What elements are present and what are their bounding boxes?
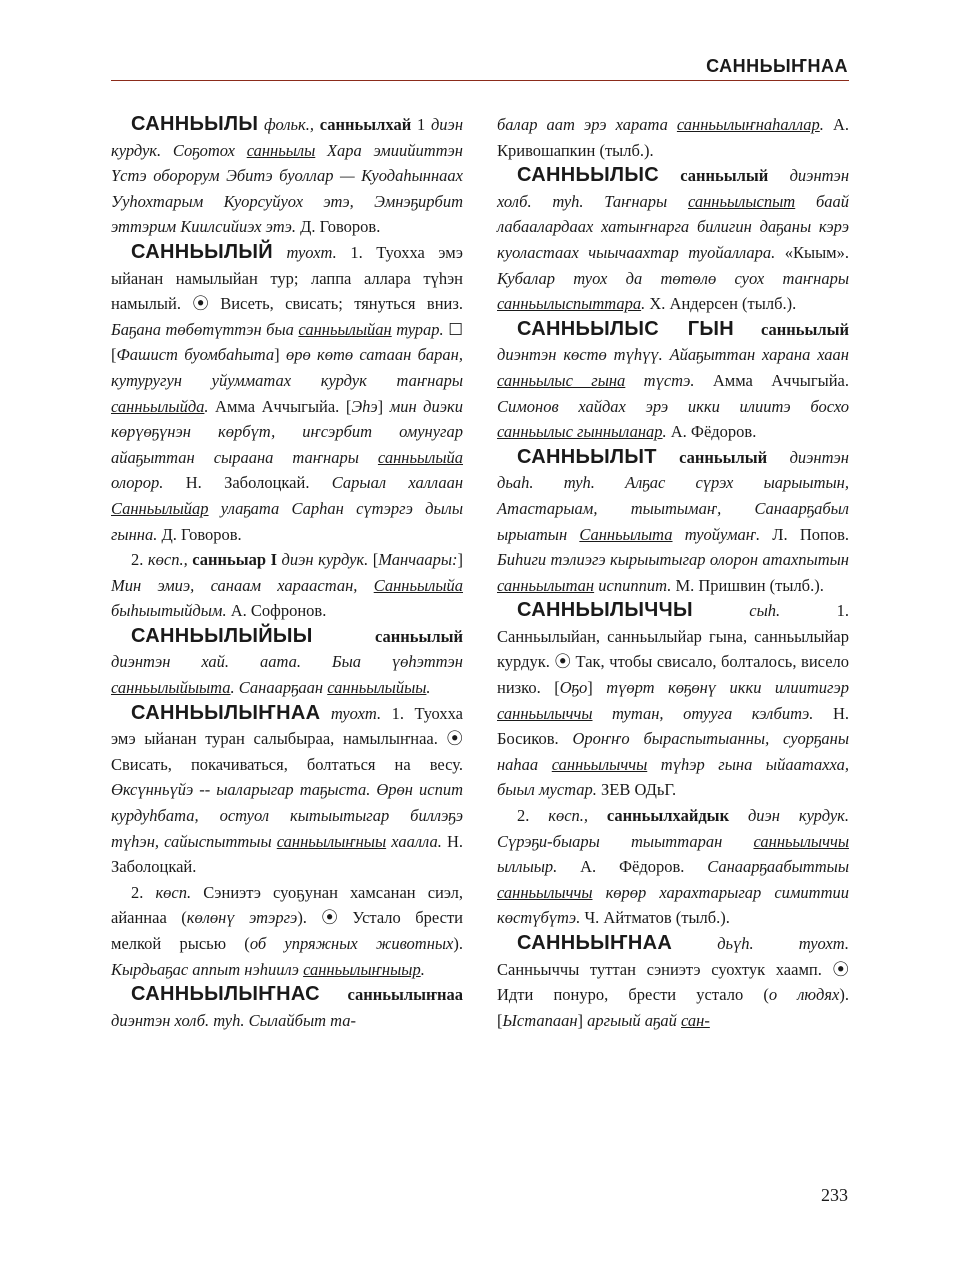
dictionary-entry: 2. көсп. Сэниэтэ суоҕунан хамсанан сиэл, айаннаа (көлөнү этэргэ). ⦿ Устало брести мелкой рысью (об упряжных животных). Кырдьаҕас аппыт нэһиилэ санньылыҥныыр.	[111, 882, 464, 979]
dictionary-entry: САННЬЫЛЫЧЧЫ сыһ. 1. Санньылыйан, санньылыйар гына, санньылыйар курдук. ⦿ Так, чтобы свисало, болталось, висело низко. [Оҕо] түөрт көҕөнү икки илиитигэр санньылыччы тутан, отуугa кэлбитэ. Н. Босиков. Ороҥҥо быраспытыанны, суорҕаны наһаа санньылыччы түһэр гына ыйаатахха, быыл мустар. ЗЕВ ОДьГ.	[497, 599, 850, 800]
dictionary-entry: САННЬЫҤНАА дьүһ. туохт. Санньыччы туттан сэниэтэ суохтук хаамп. ⦿ Идти понуро, брести устало (о людях). [Ыстапаан] аргыый аҕай сан-	[497, 932, 850, 1030]
dictionary-entry: 2. көсп., санньыар I диэн курдук. [Манчаары:] Мин эмиэ, санаам хараастан, Санньылыйа быһыытыйдым. А. Софронов.	[111, 550, 464, 621]
left-column	[111, 112, 463, 1033]
dictionary-entry: САННЬЫЛЫЙ туохт. 1. Туохха эмэ ыйанан намылыйан тур; лаппа аллара түһэн намылый. ⦿ Висеть, свисать; тянуться вниз. Баҕана төбөтүттэн быа санньылыйан турар. ☐ [Фашист буомбаһыта] өрө көтө сатаан баран, кутуругун уйумматах курдук таҥнары санньылыйда. Амма Аччыгыйа. [Эһэ] мин диэки көрүөҕүнэн көрбүт, иҥсэрбит омунугар айаҕыттан сыраана таҥнары санньылыйа олорор. Н. Заболоцкай. Сарыал халлаан Санньылыйар улаҕата Сарһан сүтэргэ дылы гынна. Д. Говоров.	[111, 240, 464, 544]
dictionary-entry: САННЬЫЛЫТ санньылый диэнтэн дьаһ. туһ. Алҕас сүрэх ыарыытын, Атастарыам, тыытымаҥ, Санаарҕабыл ырыатын Санньылыта туойумаҥ. Л. Попов. Биһиги тэлиэгэ кырыытыгар олорон атахпытын санньылытан испиппит. М. Пришвин (тылб.).	[497, 445, 849, 595]
right-column	[497, 112, 849, 1033]
dictionary-entry: САННЬЫЛЫЙЫЫ санньылый диэнтэн хай. аата. Быа үөһэттэн санньылыйыыта. Санаарҕаан санньылыйыы.	[111, 624, 463, 698]
dictionary-entry-continuation: балар аат эрэ харата санньылыҥнаһаллар. А. Кривошапкин (тылб.).	[497, 115, 850, 160]
header-rule	[111, 80, 849, 81]
dictionary-entry: САННЬЫЛЫС ГЫН санньылый диэнтэн көстө түһүү. Айаҕыттан харана хаан санньылыс гына түстэ. Амма Аччыгыйа. Симонов хайдах эрэ икки илиитэ босхо санньылыс гынныланар. А. Фёдоров.	[497, 317, 849, 442]
page-number: 233	[821, 1185, 848, 1205]
dictionary-entry: 2. көсп., санньылхайдык диэн курдук. Сүрэҕи-быары тыыттаран санньылыччы ыллыыр. А. Фёдоров. Санаарҕаабыттыы санньылыччы көрөр харахтарыгар симиттии көстүбүтэ. Ч. Айтматов (тылб.).	[497, 806, 850, 928]
dictionary-entry: САННЬЫЛЫҤНАС санньылыҥнаа диэнтэн холб. туһ. Сылайбыт та-	[111, 983, 463, 1030]
dictionary-entry: САННЬЫЛЫ фольк., санньылхай 1 диэн курдук. Соҕотох санньылы Хара эмиийиттэн Үстэ оборорум Эбитэ буоллар — Куодаһыннаах Ууhохтарым Куорсуйуох этэ, Эмнэҕирбит эттэрим Киилсийиэх этэ. Д. Говоров.	[111, 113, 464, 237]
dictionary-entry: САННЬЫЛЫҤНАА туохт. 1. Туохха эмэ ыйанан туран салыбыраа, намылыҥнаа. ⦿ Свисать, покачиваться, болтаться на весу. Өксүнньүйэ -- ыаларыгар таҕыста. Өрөн испит курдуһбата, остуол кытыытыгар биллэҕэ түһэн, сайыспыттыы санньылыҥныы хаалла. Н. Заболоцкай.	[111, 701, 464, 877]
dictionary-entry: САННЬЫЛЫС санньылый диэнтэн холб. туһ. Таҥнары санньылыспыт баай лабаалардаах хатыҥнарга билигин даҕаны кэрэ куоластаах чыычаахтар туойаллара. «Кыым». Кубалар туох да төтөлө суох таҥнары санньылыспыттара. Х. Андерсен (тылб.).	[497, 164, 850, 314]
running-head: САННЬЫҤНАА	[706, 56, 848, 76]
